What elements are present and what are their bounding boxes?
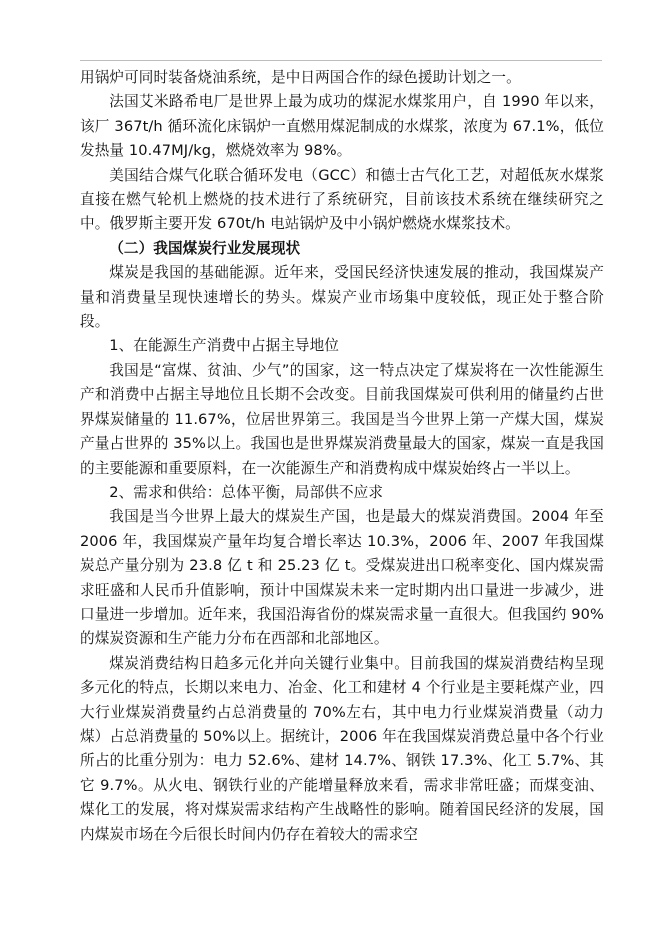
section-heading: （二）我国煤炭行业发展现状 — [109, 239, 301, 257]
paragraph-supply-demand: 我国是当今世界上最大的煤炭生产国，也是最大的煤炭消费国。2004 年至 2006 年，我国煤炭产量年均复合增长率达 10.3%，2006 年、2007 年我国煤炭总产量分别为 23.8 亿 t 和 25.23 亿 t。受煤炭进出口税率变化、国内煤炭需求旺盛和人民币升值影响，预计中国煤炭未来一定时期内出口量进一步减少，进口量进一步增加。近年来，我国沿海省份的煤炭需求量一直很大。但我国约 90%的煤炭资源和生产能力分布在西部和北部地区。 — [80, 508, 604, 648]
paragraph-france: 法国艾米路希电厂是世界上最为成功的煤泥水煤浆用户，自 1990 年以来，该厂 367t/h 循环流化床锅炉一直燃用煤泥制成的水煤浆，浓度为 67.1%，低位发热量 10.47MJ/kg，燃烧效率为 98%。 — [80, 93, 604, 160]
paragraph-coal-basics: 煤炭是我国的基础能源。近年来，受国民经济快速发展的推动，我国煤炭产量和消费量呈现快速增长的势头。煤炭产业市场集中度较低，现正处于整合阶段。 — [80, 264, 604, 331]
document-body — [80, 66, 604, 847]
paragraph-consumption-structure: 煤炭消费结构日趋多元化并向关键行业集中。目前我国的煤炭消费结构呈现多元化的特点，长期以来电力、冶金、化工和建材 4 个行业是主要耗煤产业，四大行业煤炭消费量约占总消费量的 70%左右，其中电力行业煤炭消费量（动力煤）占总消费量的 50%以上。据统计，2006 年在我国煤炭消费总量中各个行业所占的比重分别为：电力 52.6%、建材 14.7%、钢铁 17.3%、化工 5.7%、其它 9.7%。从火电、钢铁行业的产能增量释放来看，需求非常旺盛；而煤变油、煤化工的发展，将对煤炭需求结构产生战略性的影响。随着国民经济的发展，国内煤炭市场在今后很长时间内仍存在着较大的需求空 — [80, 654, 604, 843]
subheading-dominant-position: 1、在能源生产消费中占据主导地位 — [109, 337, 339, 355]
paragraph-usa-russia: 美国结合煤气化联合循环发电（GCC）和德士古气化工艺，对超低灰水煤浆直接在燃气轮机上燃烧的技术进行了系统研究，目前该技术系统在继续研究之中。俄罗斯主要开发 670t/h 电站锅炉及中小锅炉燃烧水煤浆技术。 — [80, 166, 604, 233]
header-rule — [80, 60, 602, 61]
paragraph-continued: 用锅炉可同时装备烧油系统，是中日两国合作的绿色援助计划之一。 — [80, 69, 521, 86]
subheading-supply-demand: 2、需求和供给：总体平衡，局部供不应求 — [109, 483, 384, 501]
paragraph-dominant-position: 我国是“富煤、贫油、少气”的国家，这一特点决定了煤炭将在一次性能源生产和消费中占据主导地位且长期不会改变。目前我国煤炭可供利用的储量约占世界煤炭储量的 11.67%，位居世界第三。我国是当今世界上第一产煤大国，煤炭产量占世界的 35%以上。我国也是世界煤炭消费量最大的国家，煤炭一直是我国的主要能源和重要原料，在一次能源生产和消费构成中煤炭始终占一半以上。 — [80, 361, 604, 477]
